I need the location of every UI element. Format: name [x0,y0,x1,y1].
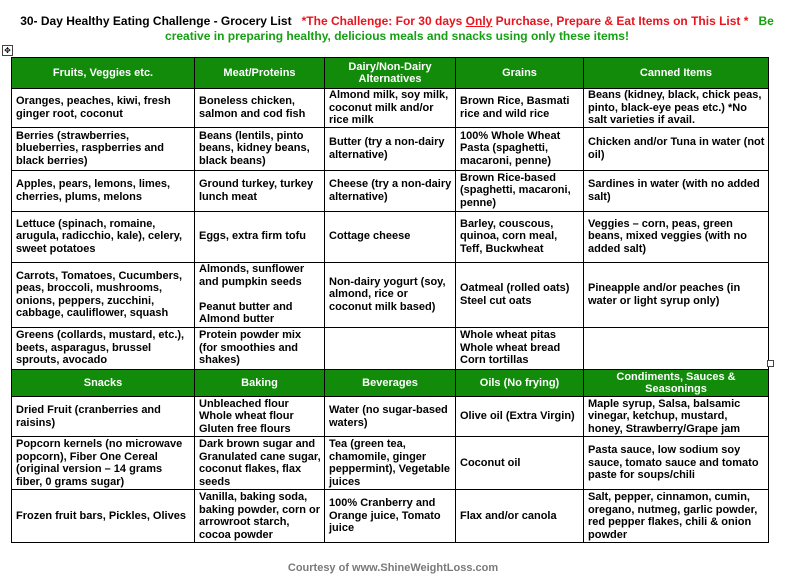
table-cell: Non-dairy yogurt (soy, almond, rice or coconut milk based) [325,262,456,327]
table-cell: Oranges, peaches, kiwi, fresh ginger root, coconut [12,89,195,128]
table-row [12,397,769,437]
table-cell: Chicken and/or Tuna in water (not oil) [584,127,769,170]
table-cell: Dark brown sugar and Granulated cane sugar, coconut flakes, flax seeds [195,437,325,490]
column-header: Dairy/Non-Dairy Alternatives [325,58,456,89]
table-row [12,437,769,490]
table-cell: Dried Fruit (cranberries and raisins) [12,397,195,437]
table-cell: Boneless chicken, salmon and cod fish [195,89,325,128]
table-row [12,211,769,262]
table-cell: Coconut oil [456,437,584,490]
column-header: Fruits, Veggies etc. [12,58,195,89]
table-cell: Oatmeal (rolled oats) Steel cut oats [456,262,584,327]
encourage-text: Be creative in preparing healthy, delicious meals and snacks using only these items! [165,14,774,43]
table-cell: Cottage cheese [325,211,456,262]
table-cell: Salt, pepper, cinnamon, cumin, oregano, nutmeg, garlic powder, red pepper flakes, chili & onion powder [584,490,769,543]
table-cell: Brown Rice, Basmati rice and wild rice [456,89,584,128]
table-cell: Beans (lentils, pinto beans, kidney beans, black beans) [195,127,325,170]
table-cell: Frozen fruit bars, Pickles, Olives [12,490,195,543]
table-cell: Beans (kidney, black, chick peas, pinto, black-eye peas etc.) *No salt varieties if avail. [584,89,769,128]
challenge-text: *The Challenge: For 30 days Only Purchase, Prepare & Eat Items on This List * [301,14,749,28]
table-cell: Maple syrup, Salsa, balsamic vinegar, ketchup, mustard, honey, Strawberry/Grape jam [584,397,769,437]
table-row [12,490,769,543]
table-cell: Veggies – corn, peas, green beans, mixed veggies (with no added salt) [584,211,769,262]
table-cell: Barley, couscous, quinoa, corn meal, Teff, Buckwheat [456,211,584,262]
column-header: Canned Items [584,58,769,89]
table-cell: Whole wheat pitas Whole wheat bread Corn tortillas [456,327,584,369]
table-cell: Butter (try a non-dairy alternative) [325,127,456,170]
table-resize-handle[interactable] [767,360,774,367]
table-cell: Olive oil (Extra Virgin) [456,397,584,437]
table-cell: Popcorn kernels (no microwave popcorn), Fiber One Cereal (original version – 14 grams fiber, 0 grams sugar) [12,437,195,490]
table-cell: 100% Whole Wheat Pasta (spaghetti, macaroni, penne) [456,127,584,170]
table-row [12,127,769,170]
table-cell: Flax and/or canola [456,490,584,543]
table-cell: Eggs, extra firm tofu [195,211,325,262]
table-row [12,89,769,128]
grocery-table-2 [11,369,769,543]
table-cell: Tea (green tea, chamomile, ginger peppermint), Vegetable juices [325,437,456,490]
table-cell: Brown Rice-based (spaghetti, macaroni, penne) [456,170,584,211]
table-cell: Carrots, Tomatoes, Cucumbers, peas, broccoli, mushrooms, onions, peppers, zucchini, cabbage, cauliflower, squash [12,262,195,327]
column-header: Grains [456,58,584,89]
table-cell: Apples, pears, lemons, limes, cherries, plums, melons [12,170,195,211]
footer-credit: Courtesy of www.ShineWeightLoss.com [287,562,499,574]
table-cell [584,327,769,369]
column-header: Snacks [12,370,195,397]
grocery-table-1 [11,57,769,370]
table-cell: Pineapple and/or peaches (in water or light syrup only) [584,262,769,327]
table-cell: Lettuce (spinach, romaine, arugula, radicchio, kale), celery, sweet potatoes [12,211,195,262]
table-cell: Cheese (try a non-dairy alternative) [325,170,456,211]
column-header: Beverages [325,370,456,397]
table-header-row [12,370,769,397]
table-cell: Almonds, sunflower and pumpkin seeds Peanut butter and Almond butter [195,262,325,327]
table-cell: Pasta sauce, low sodium soy sauce, tomato sauce and tomato paste for soups/chili [584,437,769,490]
table-move-handle-icon[interactable]: ✥ [2,45,13,56]
table-cell: Ground turkey, turkey lunch meat [195,170,325,211]
column-header: Oils (No frying) [456,370,584,397]
table-cell: Greens (collards, mustard, etc.), beets, asparagus, brussel sprouts, avocado [12,327,195,369]
table-row [12,327,769,369]
table-cell: 100% Cranberry and Orange juice, Tomato juice [325,490,456,543]
title-main: 30- Day Healthy Eating Challenge - Grocery List [20,14,292,28]
column-header: Meat/Proteins [195,58,325,89]
table-cell: Berries (strawberries, blueberries, raspberries and black berries) [12,127,195,170]
table-row [12,170,769,211]
table-header-row [12,58,769,89]
table-cell: Almond milk, soy milk, coconut milk and/or rice milk [325,89,456,128]
table-cell: Water (no sugar-based waters) [325,397,456,437]
table-cell: Vanilla, baking soda, baking powder, corn or arrowroot starch, cocoa powder [195,490,325,543]
table-row [12,262,769,327]
table-cell: Unbleached flour Whole wheat flour Gluten free flours [195,397,325,437]
column-header: Baking [195,370,325,397]
table-cell [325,327,456,369]
column-header: Condiments, Sauces & Seasonings [584,370,769,397]
table-cell: Protein powder mix (for smoothies and shakes) [195,327,325,369]
page-title [12,14,782,44]
table-cell: Sardines in water (with no added salt) [584,170,769,211]
